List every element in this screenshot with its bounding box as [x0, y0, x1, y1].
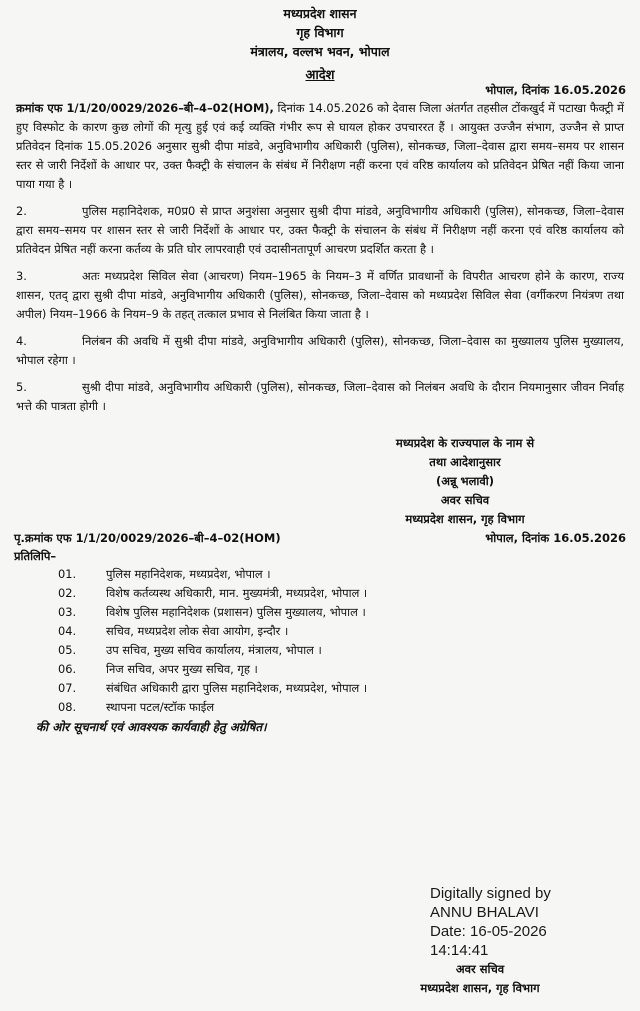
- signature-block: [290, 434, 640, 529]
- sign-line-2: तथा आदेशानुसार: [429, 455, 501, 469]
- signatory-department: मध्यप्रदेश शासन, गृह विभाग: [405, 512, 525, 526]
- endorsement-reference: पृ.क्रमांक एफ 1/1/20/0029/2026–बी–4–02(HOM): [14, 531, 281, 545]
- paragraph-5: [16, 378, 624, 416]
- endorsement-line: [14, 529, 626, 547]
- list-item: 03. विशेष पुलिस महानिदेशक (प्रशासन) पुलिस मुख्यालय, भोपाल ।: [58, 605, 366, 619]
- list-item: 04. सचिव, मध्यप्रदेश लोक सेवा आयोग, इन्दौर ।: [58, 624, 289, 638]
- list-item: 08. स्थापना पटल/स्टॉक फाईल: [58, 700, 215, 714]
- list-item: 02. विशेष कर्तव्यस्थ अधिकारी, मान. मुख्यमंत्री, मध्यप्रदेश, भोपाल ।: [58, 586, 368, 600]
- paragraph-number: 5.: [16, 380, 27, 394]
- header-line-3: मंत्रालय, वल्लभ भवन, भोपाल: [250, 44, 390, 59]
- signatory-name: (अन्नू भलावी): [435, 474, 495, 488]
- paragraph-number: 2.: [16, 204, 27, 218]
- header-line-2: गृह विभाग: [296, 25, 344, 40]
- paragraph-number: 4.: [16, 334, 27, 348]
- paragraph-1-text: दिनांक 14.05.2026 को देवास जिला अंतर्गत तहसील टोंकखुर्द में पटाखा फैक्ट्री में हुए विस्फोट के कारण कुछ लोगों की मृत्यु हुई एवं कई व्यक्ति गंभीर रूप से घायल होकर उपचाररत हैं । आयुक्त उज्जैन संभाग, उज्जैन से प्राप्त प्रतिवेदन दिनांक 15.05.2026 अनुसार सुश्री दीपा मांडवे, अनुविभागीय अधिकारी (पुलिस), सोनकच्छ, जिला–देवास द्वारा समय–समय पर शासन स्तर से जारी निर्देशों के आधार पर, उक्त फैक्ट्री के संचालन के संबंध में निरीक्षण नहीं करना एवं वरिष्ठ कार्यालय को प्रतिवेदन प्रेषित नहीं किया जाना पाया गया है ।: [16, 101, 624, 191]
- paragraph-1: [16, 99, 624, 194]
- digital-signature-date: Date: 16-05-2026: [430, 923, 547, 940]
- paragraph-4: [16, 332, 624, 370]
- paragraph-text: पुलिस महानिदेशक, म0प्र0 से प्राप्त अनुशंसा अनुसार सुश्री दीपा मांडवे, अनुविभागीय अधिकारी (पुलिस), सोनकच्छ, जिला–देवास द्वारा समय–समय पर शासन स्तर से जारी निर्देशों के आधार पर, उक्त फैक्ट्री के संचालन के संबंध में निरीक्षण नहीं करना एवं वरिष्ठ कार्यालय को प्रतिवेदन प्रेषित नहीं करना कर्तव्य के प्रति घोर लापरवाही एवं उदासीनतापूर्ण आचरण प्रदर्शित करता है ।: [16, 204, 624, 256]
- endorsement-date: भोपाल, दिनांक 16.05.2026: [485, 531, 626, 545]
- final-signature-block: [380, 960, 580, 998]
- header-line-1: मध्यप्रदेश शासन: [283, 6, 357, 21]
- digital-signature: [430, 884, 551, 960]
- paragraph-text: अतः मध्यप्रदेश सिविल सेवा (आचरण) नियम–1965 के नियम–3 में वर्णित प्रावधानों के विपरीत आचरण होने के कारण, राज्य शासन, एतद् द्वारा सुश्री दीपा मांडवे, अनुविभागीय अधिकारी (पुलिस), सोनकच्छ, जिला–देवास को मध्यप्रदेश सिविल सेवा (वर्गीकरण नियंत्रण तथा अपील) नियम–1966 के नियम–9 के तहत् तत्काल प्रभाव से निलंबित किया जाता है ।: [16, 269, 624, 321]
- sign-line-1: मध्यप्रदेश के राज्यपाल के नाम से: [395, 436, 535, 450]
- list-item: 06. निज सचिव, अपर मुख्य सचिव, गृह ।: [58, 662, 258, 676]
- order-title: आदेश: [305, 68, 335, 83]
- copy-list: [58, 565, 640, 717]
- order-date: भोपाल, दिनांक 16.05.2026: [485, 83, 626, 97]
- signatory-designation: अवर सचिव: [440, 493, 490, 507]
- letterhead: [0, 0, 640, 61]
- digital-signature-line-1: Digitally signed by: [430, 885, 551, 902]
- final-designation: अवर सचिव: [455, 962, 505, 976]
- final-department: मध्यप्रदेश शासन, गृह विभाग: [420, 981, 540, 995]
- order-reference: क्रमांक एफ 1/1/20/0029/2026–बी–4–02(HOM),: [16, 101, 274, 115]
- forward-note: की ओर सूचनार्थ एवं आवश्यक कार्यवाही हेतु अग्रेषित।: [36, 720, 267, 734]
- list-item: 01. पुलिस महानिदेशक, मध्यप्रदेश, भोपाल ।: [58, 567, 271, 581]
- paragraph-2: [16, 202, 624, 259]
- list-item: 05. उप सचिव, मुख्य सचिव कार्यालय, मंत्रालय, भोपाल ।: [58, 643, 322, 657]
- paragraph-3: [16, 267, 624, 324]
- list-item: 07. संबंधित अधिकारी द्वारा पुलिस महानिदेशक, मध्यप्रदेश, भोपाल ।: [58, 681, 368, 695]
- paragraph-number: 3.: [16, 269, 27, 283]
- paragraph-text: निलंबन की अवधि में सुश्री दीपा मांडवे, अनुविभागीय अधिकारी (पुलिस), सोनकच्छ, जिला–देवास का मुख्यालय पुलिस मुख्यालय, भोपाल रहेगा ।: [16, 334, 624, 367]
- paragraph-text: सुश्री दीपा मांडवे, अनुविभागीय अधिकारी (पुलिस), सोनकच्छ, जिला–देवास को निलंबन अवधि के दौरान नियमानुसार जीवन निर्वाह भत्ते की पात्रता होगी ।: [16, 380, 624, 413]
- copy-label: प्रतिलिपि–: [14, 549, 57, 563]
- digital-signature-name: ANNU BHALAVI: [430, 904, 539, 921]
- digital-signature-time: 14:14:41: [430, 942, 489, 959]
